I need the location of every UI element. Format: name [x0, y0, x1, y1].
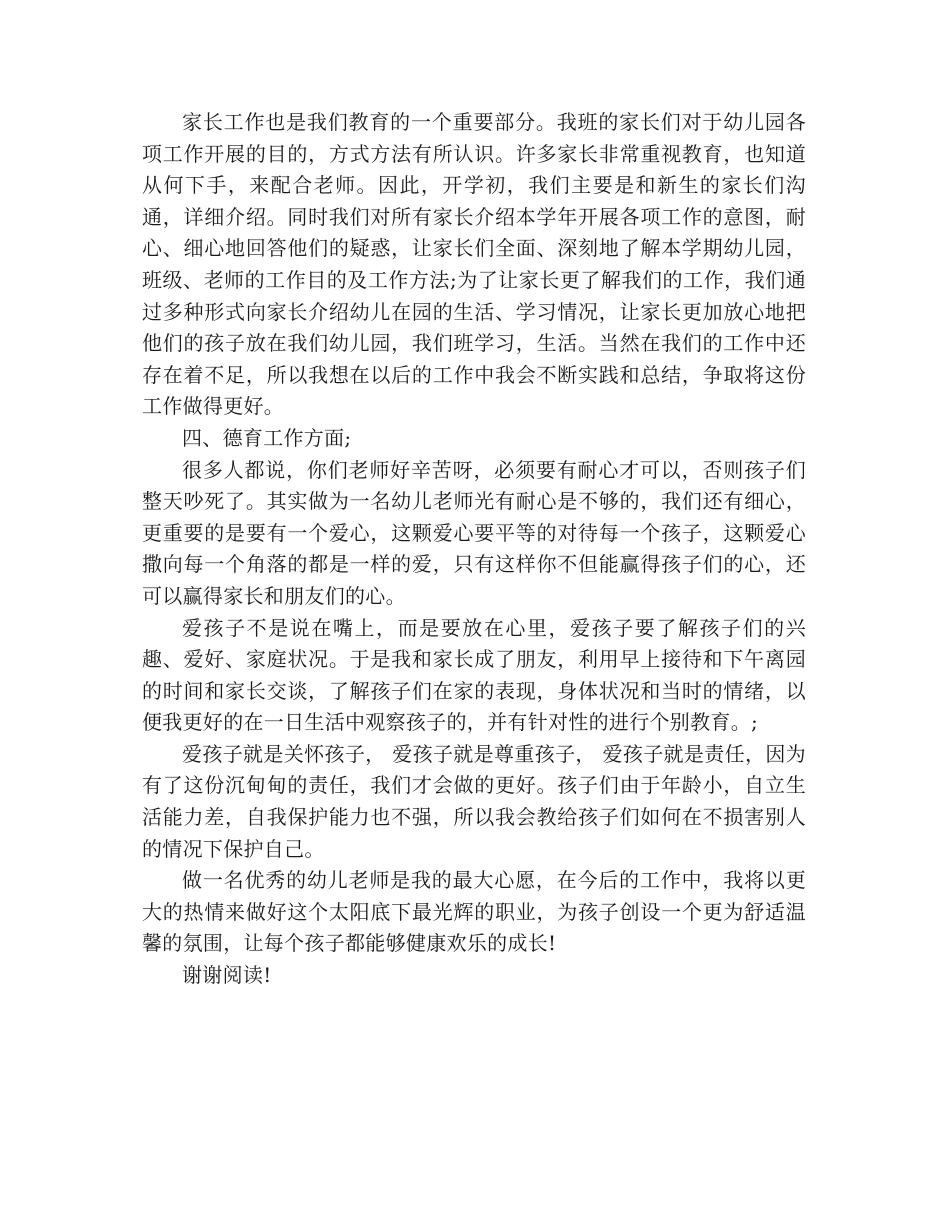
paragraph-wish: 做一名优秀的幼儿老师是我的最大心愿，在今后的工作中，我将以更大的热情来做好这个太阳底下最光辉的职业，为孩子创设一个更为舒适温馨的氛围，让每个孩子都能够健康欢乐的成长! [142, 868, 806, 956]
document-body [142, 107, 806, 992]
paragraph-parent-work: 家长工作也是我们教育的一个重要部分。我班的家长们对于幼儿园各项工作开展的目的，方式方法有所认识。许多家长非常重视教育，也知道从何下手，来配合老师。因此，开学初，我们主要是和新生的家长们沟通，详细介绍。同时我们对所有家长介绍本学年开展各项工作的意图，耐心、细心地回答他们的疑惑，让家长们全面、深刻地了解本学期幼儿园，班级、老师的工作目的及工作方法;为了让家长更了解我们的工作，我们通过多种形式向家长介绍幼儿在园的生活、学习情况，让家长更加放心地把他们的孩子放在我们幼儿园，我们班学习，生活。当然在我们的工作中还存在着不足，所以我想在以后的工作中我会不断实践和总结，争取将这份工作做得更好。 [142, 110, 806, 419]
paragraph-patience: 很多人都说，你们老师好辛苦呀，必须要有耐心才可以，否则孩子们整天吵死了。其实做为一名幼儿老师光有耐心是不够的，我们还有细心，更重要的是要有一个爱心，这颗爱心要平等的对待每一个孩子，这颗爱心撒向每一个角落的都是一样的爱，只有这样你不但能赢得孩子们的心，还可以赢得家长和朋友们的心。 [142, 457, 806, 608]
paragraph-love-children: 爱孩子不是说在嘴上，而是要放在心里，爱孩子要了解孩子们的兴趣、爱好、家庭状况。于是我和家长成了朋友，利用早上接待和下午离园的时间和家长交谈，了解孩子们在家的表现，身体状况和当时的情绪，以便我更好的在一日生活中观察孩子的，并有针对性的进行个别教育。; [142, 615, 806, 735]
paragraph-responsibility: 爱孩子就是关怀孩子， 爱孩子就是尊重孩子， 爱孩子就是责任，因为有了这份沉甸甸的责任，我们才会做的更好。孩子们由于年龄小，自立生活能力差，自我保护能力也不强，所以我会教给孩子们如何在不损害别人的情况下保护自己。 [142, 741, 806, 861]
closing-thanks: 谢谢阅读! [182, 963, 272, 988]
section-heading-moral-education: 四、德育工作方面; [182, 425, 352, 450]
